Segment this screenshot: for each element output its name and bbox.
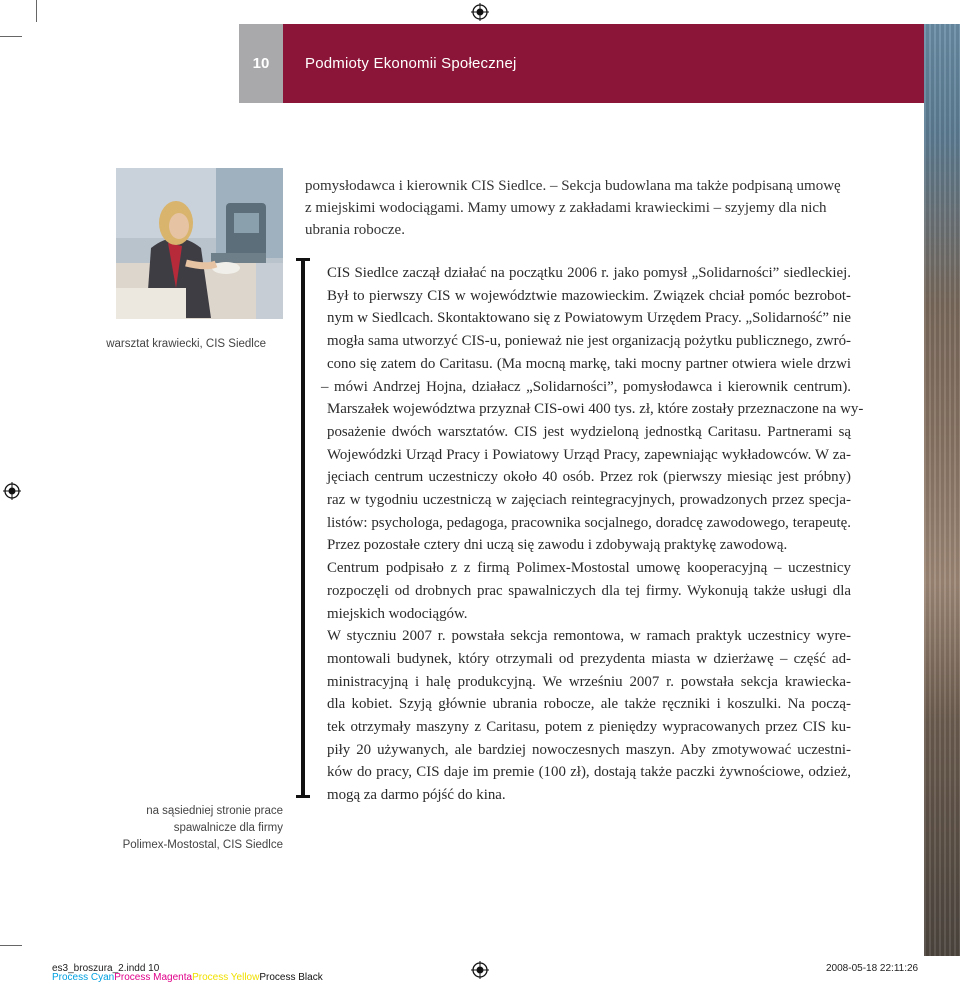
text-line: nym w Siedlcach. Skontaktowano się z Powiatowym Urzędem Pracy. „Solidarność” nie	[327, 310, 851, 327]
process-color-legend	[52, 972, 323, 983]
text-line: Centrum podpisało z z firmą Polimex-Mostostal umowę kooperacyjną – uczestnicy	[327, 560, 851, 577]
text-line: – mówi Andrzej Hojna, działacz „Solidarności”, pomysłodawca i kierownik centrum).	[321, 378, 851, 395]
opposite-page-caption	[20, 803, 283, 854]
process-yellow-label: Process Yellow	[192, 972, 260, 983]
text-line: Był to pierwszy CIS w województwie mazowieckim. Związek chciał pomóc bezrobot-	[327, 287, 851, 304]
text-line: ków do pracy, CIS daje im premie (100 zł), dostają także paczki żywnościowe, odzież,	[327, 764, 851, 781]
section-title: Podmioty Ekonomii Społecznej	[283, 24, 924, 103]
text-line: z miejskimi wodociągami. Mamy umowy z zakładami krawieckimi – szyjemy dla nich	[305, 200, 827, 216]
registration-mark-icon	[471, 3, 489, 21]
text-line: Przez pozostałe cztery dni uczą się zawodu i zdobywają praktykę zawodową.	[327, 537, 788, 554]
text-line: CIS Siedlce zaczął działać na początku 2006 r. jako pomysł „Solidarności” siedleckiej.	[327, 265, 851, 281]
crop-mark	[0, 36, 22, 37]
text-line: dla kobiet. Szyją głównie ubrania robocze, ale także ręczniki i koszulki. Na począ-	[327, 696, 851, 713]
caption-line: spawalnicze dla firmy	[173, 822, 283, 834]
page-number: 10	[239, 24, 283, 103]
bleed-photo-strip	[924, 24, 960, 956]
caption-line: Polimex-Mostostal, CIS Siedlce	[122, 839, 283, 851]
text-line: tek otrzymały maszyny z Caritasu, potem z pieniędzy wypracowanych przez CIS ku-	[327, 719, 851, 736]
crop-mark	[0, 945, 22, 946]
text-line: ministracyjną i halę produkcyjną. We wrześniu 2007 r. powstała sekcja krawiecka-	[327, 673, 851, 690]
text-line: montowali budynek, który otrzymali od prezydenta miasta w dzierżawę – część ad-	[327, 650, 851, 667]
text-line: ubrania robocze.	[305, 222, 405, 238]
text-line: mogą za darmo pójść do kina.	[327, 787, 506, 804]
text-line: mogła sama utworzyć CIS-u, ponieważ nie jest organizacją pożytku publicznego, zwró-	[327, 333, 851, 350]
text-line: posażenie dwóch warsztatów. CIS jest wydzieloną jednostką Caritasu. Partnerami są	[327, 423, 851, 440]
registration-mark-icon	[471, 961, 489, 979]
text-line: Marszałek województwa przyznał CIS-owi 400 tys. zł, które zostały przeznaczone na wy-	[327, 401, 864, 418]
slug-datetime: 2008-05-18 22:11:26	[826, 963, 919, 974]
slug-filename: es3_broszura_2.indd 10	[52, 963, 160, 974]
text-line: piły 20 używanych, ale bardziej nowoczesnych maszyn. Aby zmotywować uczestni-	[327, 741, 851, 758]
text-line: listów: psychologa, pedagoga, pracownika socjalnego, doradcę zawodowego, terapeutę.	[327, 514, 851, 531]
process-black-label: Process Black	[259, 972, 323, 983]
caption-line: na sąsiedniej stronie prace	[146, 805, 283, 817]
process-cyan-label: Process Cyan	[52, 972, 115, 983]
text-line: jęciach centrum uczestniczy około 40 osób. Przez rok (pierwszy miesiąc jest próbny)	[327, 469, 851, 486]
text-line: W styczniu 2007 r. powstała sekcja remontowa, w ramach praktyk uczestnicy wyre-	[327, 628, 851, 645]
text-line: miejskich wodociągów.	[327, 605, 468, 622]
text-bracket	[296, 258, 310, 798]
crop-mark	[36, 0, 37, 22]
text-line: Wojewódzki Urząd Pracy i Powiatowy Urząd Pracy, zapewniając wykładowców. W za-	[327, 446, 851, 463]
registration-mark-icon	[3, 482, 21, 500]
text-line: raz w tygodniu uczestniczą w zajęciach reintegracyjnych, prowadzonych przez specja-	[327, 492, 851, 509]
text-line: rozpoczęli od drobnych prac spawalniczych dla tej firmy. Wykonują także usługi dla	[327, 582, 851, 599]
photo-caption: warsztat krawiecki, CIS Siedlce	[106, 338, 266, 350]
sewing-workshop-photo	[116, 168, 283, 319]
process-magenta-label: Process Magenta	[114, 972, 193, 983]
intro-paragraph	[305, 175, 905, 241]
text-line: cono się zatem do Caritasu. (Ma mocną markę, taki mocny partner otwiera wiele drzwi	[327, 355, 851, 372]
text-line: pomysłodawca i kierownik CIS Siedlce. – Sekcja budowlana ma także podpisaną umowę	[305, 178, 841, 194]
body-text	[321, 262, 864, 807]
